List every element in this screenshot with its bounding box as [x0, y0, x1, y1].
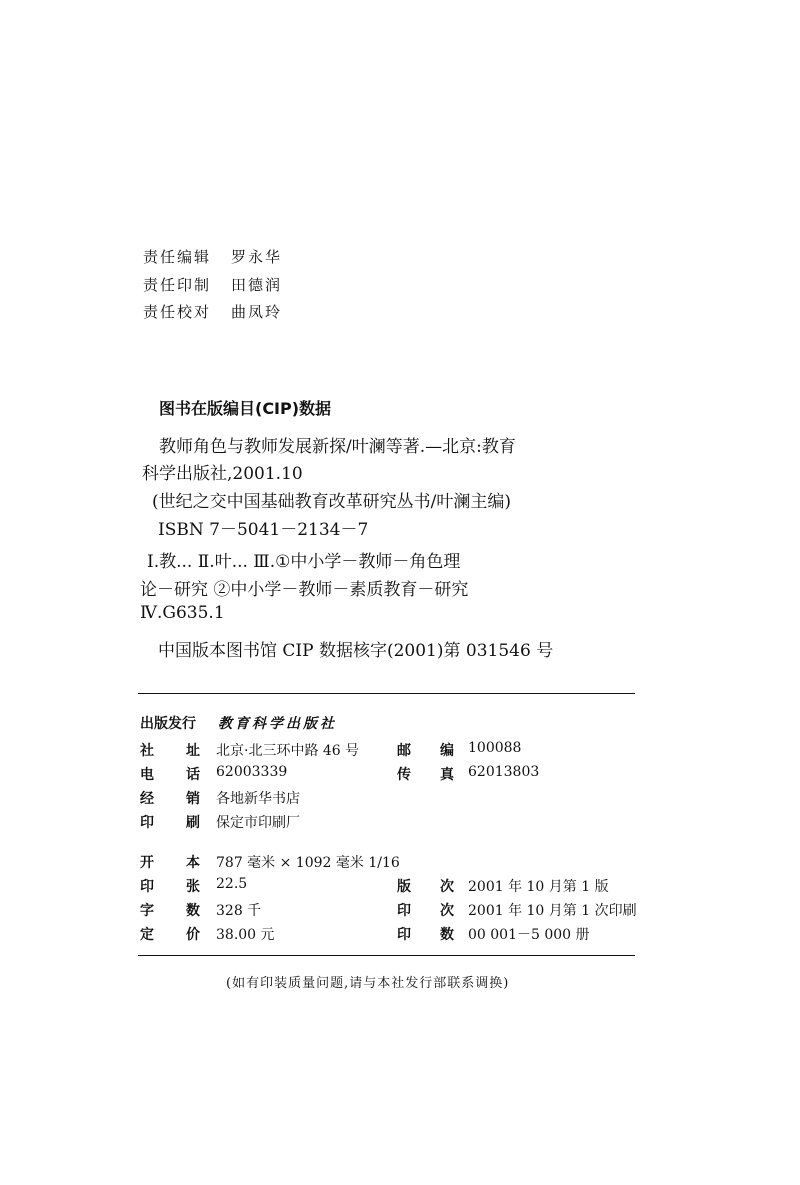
cip-line: Ⅰ.教... Ⅱ.叶... Ⅲ.①中小学－教师－角色理 [147, 552, 461, 572]
price-label-1: 定 [140, 927, 154, 943]
fax-label-1: 传 [397, 767, 411, 783]
edition-label-2: 次 [440, 879, 454, 895]
sheets-value: 22.5 [216, 876, 248, 892]
distributor-value: 各地新华书店 [216, 791, 300, 807]
top-rule [138, 693, 635, 694]
cip-line: 论－研究 ②中小学－教师－素质教育－研究 [140, 580, 469, 600]
cip-line: 中国版本图书馆 CIP 数据核字(2001)第 031546 号 [158, 641, 554, 661]
phone-label-1: 电 [140, 767, 154, 783]
editor-label: 责任印制 [143, 276, 212, 294]
edition-label-1: 版 [397, 879, 411, 895]
sheets-label-2: 张 [186, 879, 200, 895]
printer-value: 保定市印刷厂 [216, 815, 300, 831]
print-run-label-2: 数 [440, 927, 454, 943]
phone-label-2: 话 [186, 767, 200, 783]
editor-row [143, 274, 282, 295]
sheets-label-1: 印 [140, 879, 154, 895]
edition-value: 2001 年 10 月第 1 版 [468, 879, 609, 895]
cip-heading: 图书在版编目(CIP)数据 [159, 399, 332, 418]
address-label-2: 址 [186, 743, 200, 759]
format-value: 787 毫米 × 1092 毫米 1/16 [216, 855, 400, 871]
publisher-name: 教育科学出版社 [218, 716, 337, 732]
printing-label-2: 次 [440, 903, 454, 919]
editor-row [143, 301, 282, 322]
price-value: 38.00 元 [216, 927, 275, 943]
format-label-1: 开 [140, 855, 154, 871]
phone-value: 62003339 [216, 764, 288, 780]
print-run-value: 00 001－5 000 册 [468, 927, 590, 943]
cip-line: (世纪之交中国基础教育改革研究丛书/叶澜主编) [152, 492, 511, 512]
distributor-label-1: 经 [140, 791, 154, 807]
fax-value: 62013803 [468, 764, 540, 780]
editor-name: 罗永华 [231, 248, 283, 266]
editor-name: 田德润 [231, 276, 283, 294]
words-value: 328 千 [216, 903, 262, 919]
quality-notice: (如有印装质量问题,请与本社发行部联系调换) [226, 976, 510, 991]
bottom-rule [138, 955, 635, 956]
address-value: 北京·北三环中路 46 号 [216, 743, 360, 759]
cip-line: 教师角色与教师发展新探/叶澜等著.—北京:教育 [159, 437, 516, 457]
price-label-2: 价 [186, 927, 200, 943]
editor-label: 责任编辑 [143, 248, 212, 266]
format-label-2: 本 [186, 855, 200, 871]
printer-label-1: 印 [140, 815, 154, 831]
printing-value: 2001 年 10 月第 1 次印刷 [468, 903, 637, 919]
editor-label: 责任校对 [143, 303, 212, 321]
distributor-label-2: 销 [186, 791, 200, 807]
editor-row [143, 246, 282, 267]
words-label-2: 数 [186, 903, 200, 919]
fax-label-2: 真 [440, 767, 454, 783]
publisher-label: 出版发行 [140, 716, 196, 732]
postcode-value: 100088 [468, 740, 522, 756]
cip-line: Ⅳ.G635.1 [140, 603, 225, 623]
address-label-1: 社 [140, 743, 154, 759]
printing-label-1: 印 [397, 903, 411, 919]
postcode-label-1: 邮 [397, 743, 411, 759]
cip-line: ISBN 7－5041－2134－7 [158, 520, 369, 540]
print-run-label-1: 印 [397, 927, 411, 943]
printer-label-2: 刷 [186, 815, 200, 831]
words-label-1: 字 [140, 903, 154, 919]
cip-line: 科学出版社,2001.10 [142, 464, 303, 484]
editor-name: 曲凤玲 [231, 303, 283, 321]
postcode-label-2: 编 [440, 743, 454, 759]
